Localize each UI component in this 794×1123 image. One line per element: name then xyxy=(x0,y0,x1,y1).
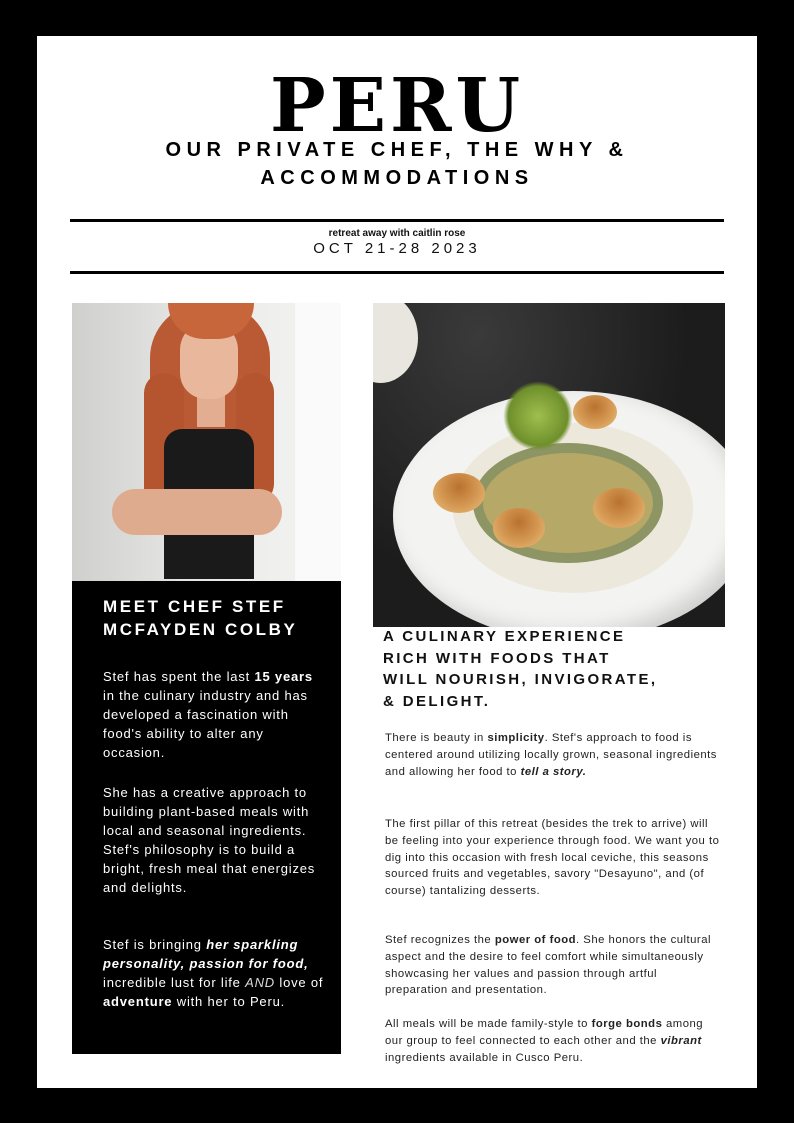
document-page xyxy=(37,36,757,1088)
chef-bio-paragraph-2: She has a creative approach to building plant-based meals with local and seasonal ingredients. Stef's philosophy is to build a bright, fresh meal that energizes and delights. xyxy=(103,785,316,895)
chef-bio-paragraph-3: Stef is bringing her sparkling personality, passion for food, incredible lust for life AND love of adventure with her to Peru. xyxy=(103,937,324,1009)
culinary-paragraph-4: All meals will be made family-style to forge bonds among our group to feel connected to each other and the vibrant ingredients available in Cusco Peru. xyxy=(385,1018,704,1064)
chef-bio-panel xyxy=(72,581,341,1054)
retreat-tagline: retreat away with caitlin rose xyxy=(328,228,466,239)
page-title: PERU xyxy=(269,63,525,149)
culinary-paragraph-3: Stef recognizes the power of food. She honors the cultural aspect and the desire to feel comfort while simultaneously showcasing her values and passion through artful preparation and presentation. xyxy=(385,934,711,997)
chef-bio-heading: MEET CHEF STEF MCFAYDEN COLBY xyxy=(103,597,298,639)
culinary-heading: A CULINARY EXPERIENCE RICH WITH FOODS THAT WILL NOURISH, INVIGORATE, & DELIGHT. xyxy=(383,628,658,710)
page-subtitle xyxy=(137,136,657,192)
subtitle-line-2: ACCOMMODATIONS xyxy=(260,167,534,189)
retreat-dates: OCT 21-28 2023 xyxy=(313,240,481,257)
top-divider xyxy=(70,219,724,222)
scallop-dish-image xyxy=(373,303,725,627)
bottom-divider xyxy=(70,271,724,274)
subtitle-line-1: OUR PRIVATE CHEF, THE WHY & xyxy=(165,139,629,161)
chef-portrait-image xyxy=(72,303,341,581)
culinary-paragraph-2: The first pillar of this retreat (besides the trek to arrive) will be feeling into your experience through food. We want you to dig into this occasion with fresh local ceviche, this seasons sourced fruits and vegetables, savory "Desayuno", and (of course) tantalizing desserts. xyxy=(385,818,720,898)
chef-bio-paragraph-1: Stef has spent the last 15 years in the culinary industry and has developed a fascination with food's ability to alter any occasion. xyxy=(103,669,313,760)
culinary-paragraph-1: There is beauty in simplicity. Stef's approach to food is centered around utilizing locally grown, seasonal ingredients and allowing her food to tell a story. xyxy=(385,732,717,778)
